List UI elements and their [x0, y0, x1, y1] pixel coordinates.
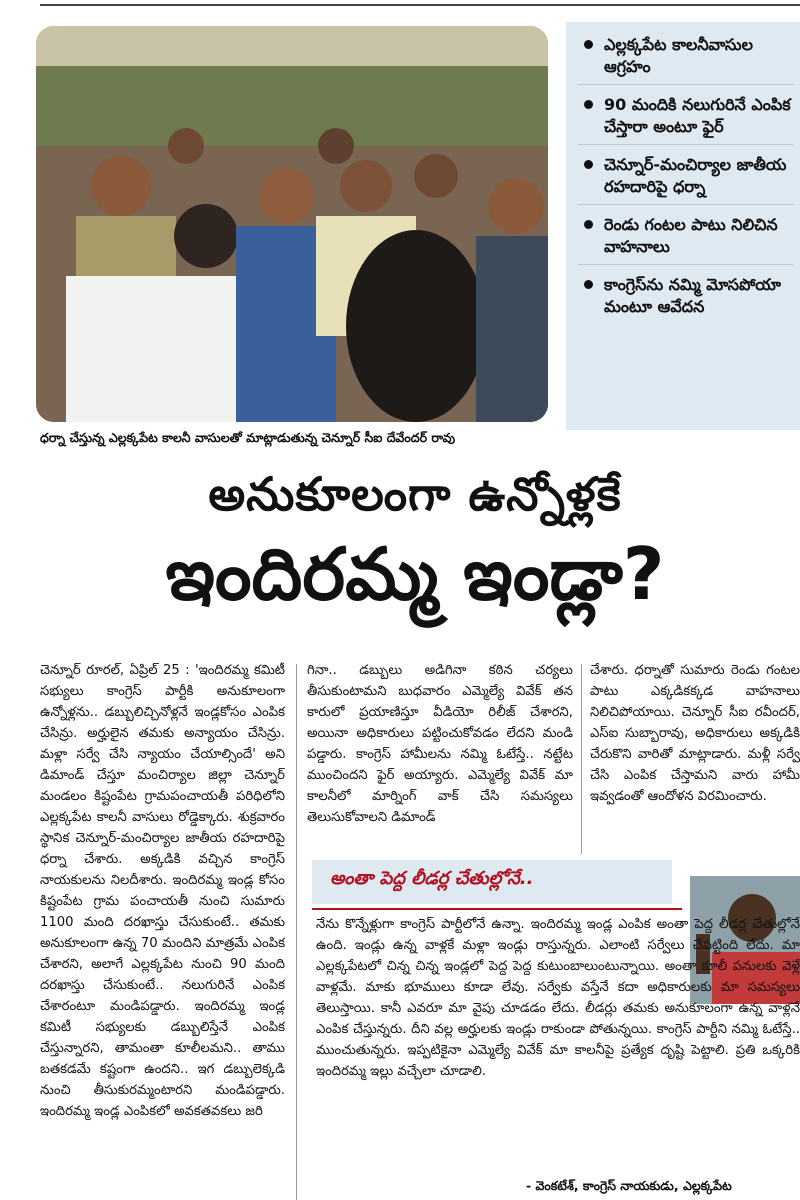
- quote-inset: [306, 860, 800, 1200]
- inset-quote-text: నేను కొన్నేళ్లుగా కాంగ్రెస్ పార్టీలోనే ఉన్నా. ఇందిరమ్మ ఇండ్ల ఎంపిక అంతా పెద్ద లీడర్ల చేతుల్లోనే ఉంది. ఇండ్లు ఉన్న వాళ్లకే మళ్లా ఇండ్లు రాస్తున్నరు. ఎలాంటి సర్వేలు చేపట్టింది లేదు. మా ఎల్లక్కపేటలో చిన్న చిన్న ఇండ్లలో పెద్ద పెద్ద కుటుంబాలుంటున్నాయి. అంతా కూలీ పనులకు వెళ్లే వాళ్లమే. మాకు భూములు కూడా లేవు. సర్వేకు వస్తేనే కదా అధికారులకు మా సమస్యలు తెలుస్తాయి. కానీ ఎవరూ మా వైపు చూడడం లేదు. లీడర్లు తమకు అనుకూలంగా ఉన్న వాళ్లనే ఎంపిక చేస్తున్నరు. దీని వల్ల అర్హులకు ఇండ్లు రాకుండా పోతున్నయి. కాంగ్రెస్ పార్టీని నమ్మి ఓటేస్తే.. ముంచుతున్నరు. ఇప్పటికైనా ఎమ్మెల్యే వివేక్ మా కాలనీపై ప్రత్యేక దృష్టి పెట్టాలి. ప్రతి ఒక్కరికి ఇందిరమ్మ ఇల్లు వచ్చేలా చూడాలి.: [316, 917, 800, 1079]
- inset-rule: [312, 908, 682, 910]
- column-divider: [581, 664, 582, 854]
- highlight-text: కాంగ్రెస్‌ను నమ్మి మోసపోయా మంటూ ఆవేదన: [604, 275, 781, 316]
- highlight-text: రెండు గంటల పాటు నిలిచిన వాహనాలు: [604, 215, 778, 256]
- highlight-text: ఎల్లక్కపేట కాలనీవాసుల ఆగ్రహం: [604, 35, 753, 76]
- article-column-2: గినా.. డబ్బులు అడిగినా కఠిన చర్యలు తీసుకుంటామని బుధవారం ఎమ్మెల్యే వివేక్ తన కారులో ప్రయాణిస్తూ వీడియో రిలీజ్ చేశారని, అయినా అధికారులు పట్టించుకోవడం లేదని మండి పడ్డారు. కాంగ్రెస్ హామీలను నమ్మి ఓటేస్తే.. నట్టేట ముంచిందని ఫైర్ అయ్యారు. ఎమ్మెల్యే వివేక్ మా కాలనీలో మార్నింగ్ వాక్ చేసి సమస్యలు తెలుసుకోవాలని డిమాండ్: [307, 663, 573, 825]
- article-column-1: చెన్నూర్ రూరల్, ఏప్రిల్ 25 : 'ఇందిరమ్మ కమిటీ సభ్యులు కాంగ్రెస్ పార్టీకి అనుకూలంగా ఉన్నోళ్లను.. డబ్బులిచ్చినోళ్లనే ఇండ్లకోసం ఎంపిక చేసిన్రు. అర్హులైన తమకు అన్యాయం చేసిన్రు. మళ్లా సర్వే చేసి న్యాయం చేయాల్సిందే' అని డిమాండ్ చేస్తూ మంచిర్యాల జిల్లా చెన్నూర్ మండలం కిష్టంపేట గ్రామపంచాయతీ పరిధిలోని ఎల్లక్కపేట కాలనీ వాసులు రోడ్డెక్కారు. శుక్రవారం స్థానిక చెన్నూర్-మంచిర్యాల జాతీయ రహదారిపై ధర్నా చేశారు. అక్కడికి వచ్చిన కాంగ్రెస్ నాయకులను నిలదీశారు. ఇందిరమ్మ ఇండ్ల కోసం కిష్టంపేట గ్రామ పంచాయతీ నుంచి సుమారు 1100 మంది దరఖాస్తు చేసుకుంటే.. తమకు అనుకూలంగా ఉన్న 70 మందిని మాత్రమే ఎంపిక చేశారని, అలాగే ఎల్లక్కపేట నుంచి 90 మంది దరఖాస్తు చేసుకుంటే.. నలుగురినే ఎంపిక చేశారంటూ మండిపడ్డారు. ఇందిరమ్మ ఇండ్ల కమిటీ సభ్యులకు డబ్బులిస్తేనే ఎంపిక చేస్తున్నారని, తామంతా కూలీలమని.. తాము బతకడమే కష్టంగా ఉందని.. ఇగ డబ్బులెక్కడి నుంచి తీసుకురమ్మంటారని మండిపడ్డారు. ఇందిరమ్మ ఇండ్ల ఎంపికలో అవకతవకలు జరి: [40, 663, 285, 1119]
- highlight-item: [578, 94, 794, 145]
- headline-line-1: అనుకూలంగా ఉన్నోళ్లకే: [208, 467, 622, 521]
- headline-line-2: ఇందిరమ్మ ఇండ్లా?: [165, 532, 665, 616]
- bullet-icon: [584, 160, 593, 169]
- bullet-icon: [584, 220, 593, 229]
- quote-byline: - వెంకటేశ్, కాంగ్రెస్ నాయకుడు, ఎల్లక్కపేట: [526, 1178, 732, 1193]
- bullet-icon: [584, 40, 593, 49]
- bullet-icon: [584, 280, 593, 289]
- highlight-item: [578, 274, 794, 324]
- highlights-box: [566, 22, 800, 430]
- photo-caption: ధర్నా చేస్తున్న ఎల్లక్కపేట కాలనీ వాసులతో మాట్లాడుతున్న చెన్నూర్ సీఐ దేవేందర్ రావు: [40, 430, 456, 445]
- headline: [30, 462, 800, 622]
- highlight-text: చెన్నూర్-మంచిర్యాల జాతీయ రహదారిపై ధర్నా: [604, 155, 787, 196]
- highlight-item: [578, 214, 794, 265]
- bullet-icon: [584, 100, 593, 109]
- article-column-3: చేశారు. ధర్నాతో సుమారు రెండు గంటల పాటు ఎక్కడికక్కడ వాహనాలు నిలిచిపోయాయి. చెన్నూర్ సీఐ రవీందర్, ఎస్ఐ సుబ్బారావు, అధికారులు అక్కడికి చేరుకొని వారితో మాట్లాడారు. మళ్లీ సర్వే చేసి ఎంపిక చేస్తామని వారు హామీ ఇవ్వడంతో ఆందోళన విరమించారు.: [590, 663, 800, 804]
- highlight-text: 90 మందికి నలుగురినే ఎంపిక చేస్తారా అంటూ ఫైర్: [604, 95, 791, 136]
- inset-title: అంతా పెద్ద లీడర్ల చేతుల్లోనే..: [330, 868, 534, 889]
- highlight-item: [578, 34, 794, 85]
- protest-photo: [36, 26, 548, 422]
- column-divider: [296, 664, 297, 1200]
- highlight-item: [578, 154, 794, 205]
- inset-header: [312, 860, 672, 904]
- top-rule: [40, 4, 800, 6]
